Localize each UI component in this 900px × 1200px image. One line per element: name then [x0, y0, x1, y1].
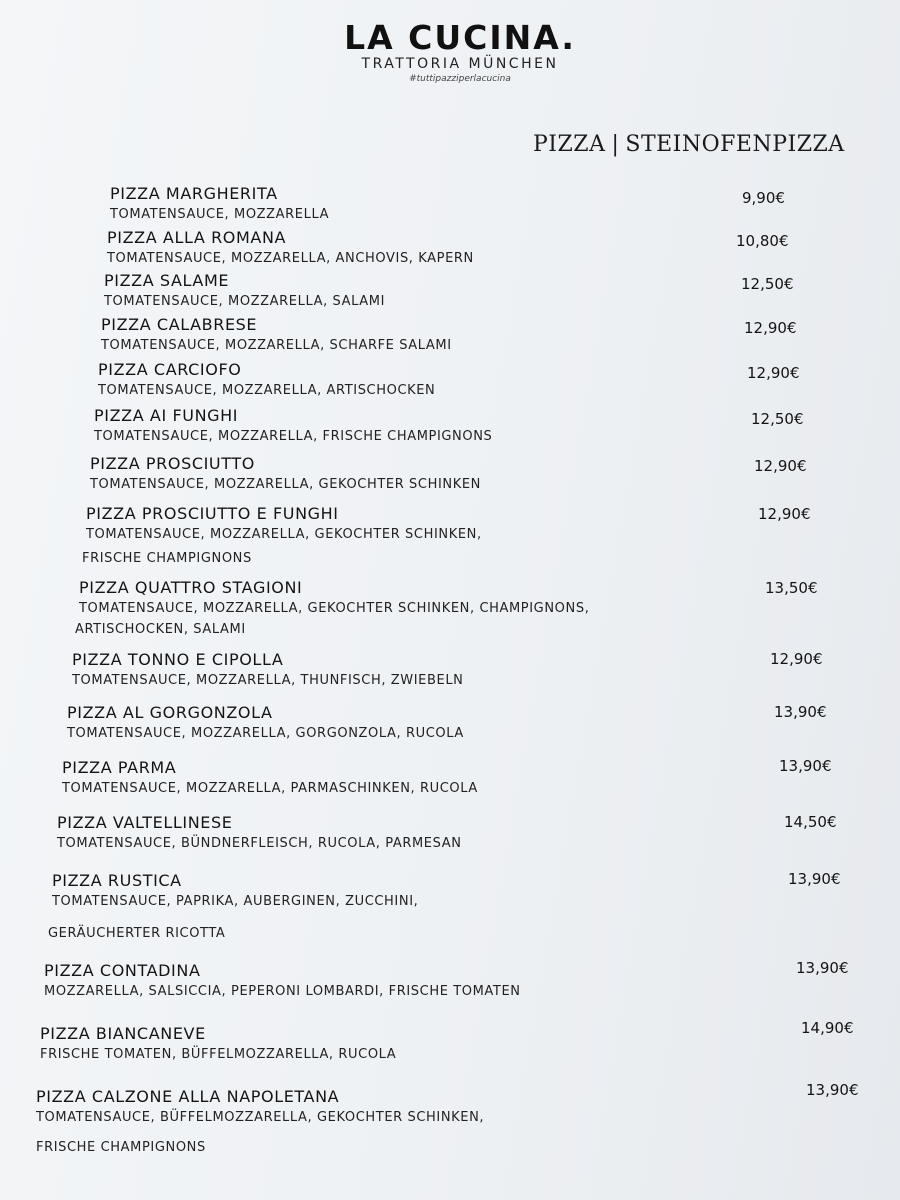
item-name: PIZZA BIANCANEVE — [40, 1024, 206, 1043]
item-description: TOMATENSAUCE, MOZZARELLA — [110, 207, 330, 222]
item-name: PIZZA CALABRESE — [101, 315, 258, 334]
item-description-line2: ARTISCHOCKEN, SALAMI — [75, 622, 246, 637]
menu-item — [67, 703, 887, 744]
item-price: 12,90€ — [754, 457, 807, 475]
item-name: PIZZA CARCIOFO — [98, 360, 242, 379]
item-price: 12,90€ — [770, 650, 823, 668]
menu-item — [57, 813, 877, 854]
item-price: 13,90€ — [779, 757, 832, 775]
item-price: 9,90€ — [742, 189, 785, 207]
item-description: TOMATENSAUCE, MOZZARELLA, GEKOCHTER SCHINKEN — [90, 477, 481, 492]
item-price: 13,90€ — [774, 703, 827, 721]
menu-item — [72, 650, 892, 691]
restaurant-name: LA CUCINA. — [344, 18, 576, 57]
item-description: TOMATENSAUCE, MOZZARELLA, FRISCHE CHAMPIGNONS — [94, 429, 493, 444]
item-description: TOMATENSAUCE, MOZZARELLA, GORGONZOLA, RUCOLA — [67, 726, 464, 741]
item-description: TOMATENSAUCE, MOZZARELLA, THUNFISCH, ZWIEBELN — [72, 673, 464, 688]
item-description: TOMATENSAUCE, PAPRIKA, AUBERGINEN, ZUCCHINI, — [52, 894, 419, 909]
item-price: 12,90€ — [758, 505, 811, 523]
section-title-separator: | — [611, 132, 620, 157]
menu-item — [62, 758, 882, 799]
item-name: PIZZA AL GORGONZOLA — [67, 703, 273, 722]
item-name: PIZZA PROSCIUTTO — [90, 454, 255, 473]
item-name: PIZZA SALAME — [104, 271, 230, 290]
item-name: PIZZA CALZONE ALLA NAPOLETANA — [36, 1087, 340, 1106]
item-price: 10,80€ — [736, 232, 789, 250]
hashtag: #tuttipazziperlacucina — [409, 74, 511, 84]
menu-item — [36, 1087, 856, 1158]
item-description-line2: FRISCHE CHAMPIGNONS — [36, 1140, 206, 1155]
menu-header — [0, 18, 900, 84]
item-description: TOMATENSAUCE, MOZZARELLA, ANCHOVIS, KAPERN — [107, 251, 474, 266]
item-name: PIZZA PROSCIUTTO E FUNGHI — [86, 504, 339, 523]
section-title-left: PIZZA — [533, 132, 606, 157]
item-name: PIZZA TONNO E CIPOLLA — [72, 650, 284, 669]
item-price: 13,90€ — [806, 1081, 859, 1099]
item-name: PIZZA MARGHERITA — [110, 184, 278, 203]
menu-item — [44, 961, 864, 1002]
item-description: TOMATENSAUCE, MOZZARELLA, SALAMI — [104, 294, 386, 309]
item-price: 13,50€ — [765, 579, 818, 597]
item-name: PIZZA QUATTRO STAGIONI — [79, 578, 303, 597]
item-price: 12,90€ — [747, 364, 800, 382]
item-price: 13,90€ — [788, 870, 841, 888]
item-description: TOMATENSAUCE, MOZZARELLA, SCHARFE SALAMI — [101, 338, 452, 353]
item-description: FRISCHE TOMATEN, BÜFFELMOZZARELLA, RUCOLA — [40, 1047, 397, 1062]
menu-item — [48, 871, 872, 944]
item-price: 12,50€ — [741, 275, 794, 293]
item-description: MOZZARELLA, SALSICCIA, PEPERONI LOMBARDI, FRISCHE TOMATEN — [44, 984, 521, 999]
item-price: 13,90€ — [796, 959, 849, 977]
item-name: PIZZA RUSTICA — [52, 871, 182, 890]
item-name: PIZZA VALTELLINESE — [57, 813, 233, 832]
item-description: TOMATENSAUCE, BÜNDNERFLEISCH, RUCOLA, PARMESAN — [57, 836, 462, 851]
item-description: TOMATENSAUCE, MOZZARELLA, ARTISCHOCKEN — [98, 383, 436, 398]
section-title-right: STEINOFENPIZZA — [625, 132, 845, 157]
item-name: PIZZA CONTADINA — [44, 961, 201, 980]
item-name: PIZZA PARMA — [62, 758, 177, 777]
item-price: 12,50€ — [751, 410, 804, 428]
item-description: TOMATENSAUCE, BÜFFELMOZZARELLA, GEKOCHTER SCHINKEN, — [36, 1110, 485, 1125]
item-description: TOMATENSAUCE, MOZZARELLA, GEKOCHTER SCHINKEN, — [86, 527, 482, 542]
item-name: PIZZA ALLA ROMANA — [107, 228, 287, 247]
item-description: TOMATENSAUCE, MOZZARELLA, PARMASCHINKEN, RUCOLA — [62, 781, 478, 796]
item-description-line2: FRISCHE CHAMPIGNONS — [82, 551, 252, 566]
item-description: TOMATENSAUCE, MOZZARELLA, GEKOCHTER SCHINKEN, CHAMPIGNONS, — [79, 601, 590, 616]
item-price: 12,90€ — [744, 319, 797, 337]
item-name: PIZZA AI FUNGHI — [94, 406, 239, 425]
item-price: 14,90€ — [801, 1019, 854, 1037]
menu-item — [40, 1024, 860, 1065]
restaurant-subtitle: TRATTORIA MÜNCHEN — [361, 56, 559, 72]
item-price: 14,50€ — [784, 813, 837, 831]
section-title — [533, 132, 845, 157]
item-description-line2: GERÄUCHERTER RICOTTA — [48, 926, 226, 941]
